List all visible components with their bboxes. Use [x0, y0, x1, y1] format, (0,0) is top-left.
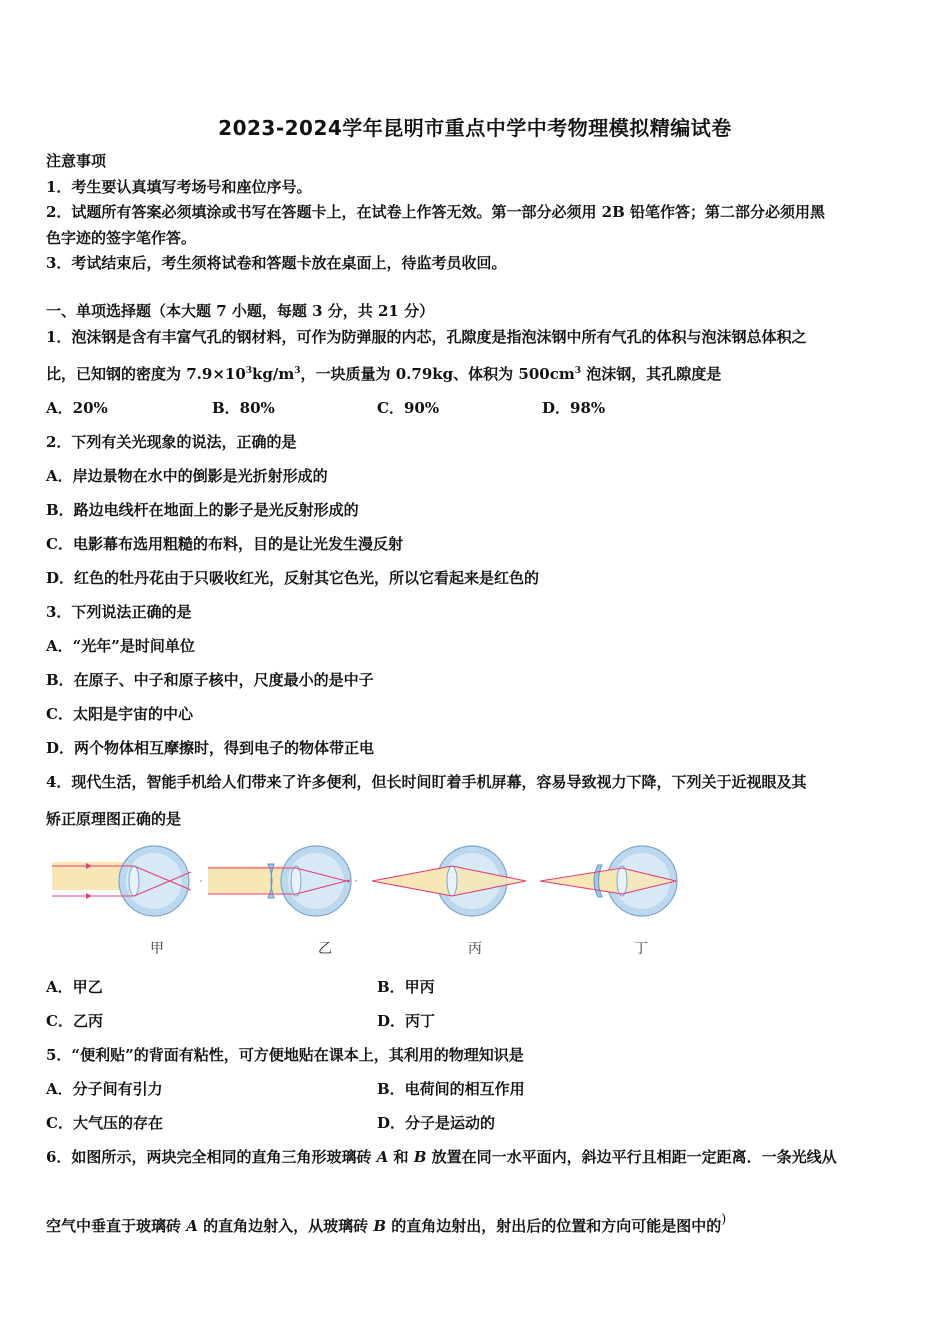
q3-stem: 3．下列说法正确的是	[46, 603, 192, 621]
q1-option-d: D．98%	[542, 399, 606, 417]
q4-stem-line2: 矫正原理图正确的是	[46, 810, 182, 828]
notice-item-2: 2．试题所有答案必须填涂或书写在答题卡上，在试卷上作答无效。第一部分必须用 2B 铅笔作答；第二部分必须用黑	[46, 203, 826, 221]
figure-label-jia: 甲	[150, 941, 164, 957]
eye-diagram-bing	[372, 846, 526, 916]
q3-option-a: A．“光年”是时间单位	[46, 637, 195, 655]
q5-option-c: C．大气压的存在	[46, 1114, 163, 1132]
notice-item-2-cont: 色字迹的签字笔作答。	[46, 229, 197, 247]
q6-stem-line1: 6．如图所示，两块完全相同的直角三角形玻璃砖 A 和 B 放置在同一水平面内，斜边平行且相距一定距离．一条光线从	[46, 1148, 837, 1166]
figure-label-ding: 丁	[634, 941, 648, 957]
figure-label-bing: 丙	[468, 941, 482, 957]
eye-diagram-ding	[540, 846, 677, 916]
q1-stem-line1: 1．泡沫钢是含有丰富气孔的钢材料，可作为防弹服的内芯，孔隙度是指泡沫钢中所有气孔的体积与泡沫钢总体积之	[46, 328, 807, 346]
q1-option-a: A．20%	[46, 399, 108, 417]
eye-diagram-jia	[52, 846, 191, 916]
q1-option-b: B．80%	[212, 399, 275, 417]
q4-option-a: A．甲乙	[46, 978, 103, 996]
q2-option-a: A．岸边景物在水中的倒影是光折射形成的	[46, 467, 328, 485]
q4-option-c: C．乙丙	[46, 1012, 103, 1030]
q2-stem: 2．下列有关光现象的说法，正确的是	[46, 433, 297, 451]
q4-option-d: D．丙丁	[377, 1012, 436, 1030]
q5-option-d: D．分子是运动的	[377, 1114, 496, 1132]
q5-option-a: A．分子间有引力	[46, 1080, 163, 1098]
q4-option-b: B．甲丙	[377, 978, 435, 996]
notice-item-3: 3．考试结束后，考生须将试卷和答题卡放在桌面上，待监考员收回。	[46, 254, 507, 272]
q6-stem-line2: 空气中垂直于玻璃砖 A 的直角边射入，从玻璃砖 B 的直角边射出，射出后的位置和方向可能是图中的)	[46, 1212, 727, 1235]
q2-option-c: C．电影幕布选用粗糙的布料，目的是让光发生漫反射	[46, 535, 403, 553]
q1-stem-line2: 比，已知钢的密度为 $7.9\times 10^3kg/m^3$，一块质量为 0.79kg、体积为 $500cm^3$ 泡沫钢，其孔隙度是	[46, 365, 722, 383]
notice-item-1: 1．考生要认真填写考场号和座位序号。	[46, 178, 312, 196]
q5-stem: 5．“便利贴”的背面有粘性，可方便地贴在课本上，其利用的物理知识是	[46, 1046, 524, 1064]
figure-label-yi: 乙	[318, 941, 332, 957]
q2-option-d: D．红色的牡丹花由于只吸收红光，反射其它色光，所以它看起来是红色的	[46, 569, 540, 587]
q3-option-c: C．太阳是宇宙的中心	[46, 705, 193, 723]
notice-heading: 注意事项	[46, 152, 107, 170]
q1-option-c: C．90%	[377, 399, 440, 417]
eye-diagram-figure	[46, 838, 696, 968]
q4-stem-line1: 4．现代生活，智能手机给人们带来了许多便利，但长时间盯着手机屏幕，容易导致视力下降，下列关于近视眼及其	[46, 773, 807, 791]
q3-option-d: D．两个物体相互摩擦时，得到电子的物体带正电	[46, 739, 375, 757]
q2-option-b: B．路边电线杆在地面上的影子是光反射形成的	[46, 501, 359, 519]
q5-option-b: B．电荷间的相互作用	[377, 1080, 525, 1098]
eye-diagram-yi	[200, 846, 357, 916]
section-heading: 一、单项选择题（本大题 7 小题，每题 3 分，共 21 分）	[46, 302, 435, 320]
q3-option-b: B．在原子、中子和原子核中，尺度最小的是中子	[46, 671, 374, 689]
exam-title: 2023-2024学年昆明市重点中学中考物理模拟精编试卷	[218, 116, 732, 140]
